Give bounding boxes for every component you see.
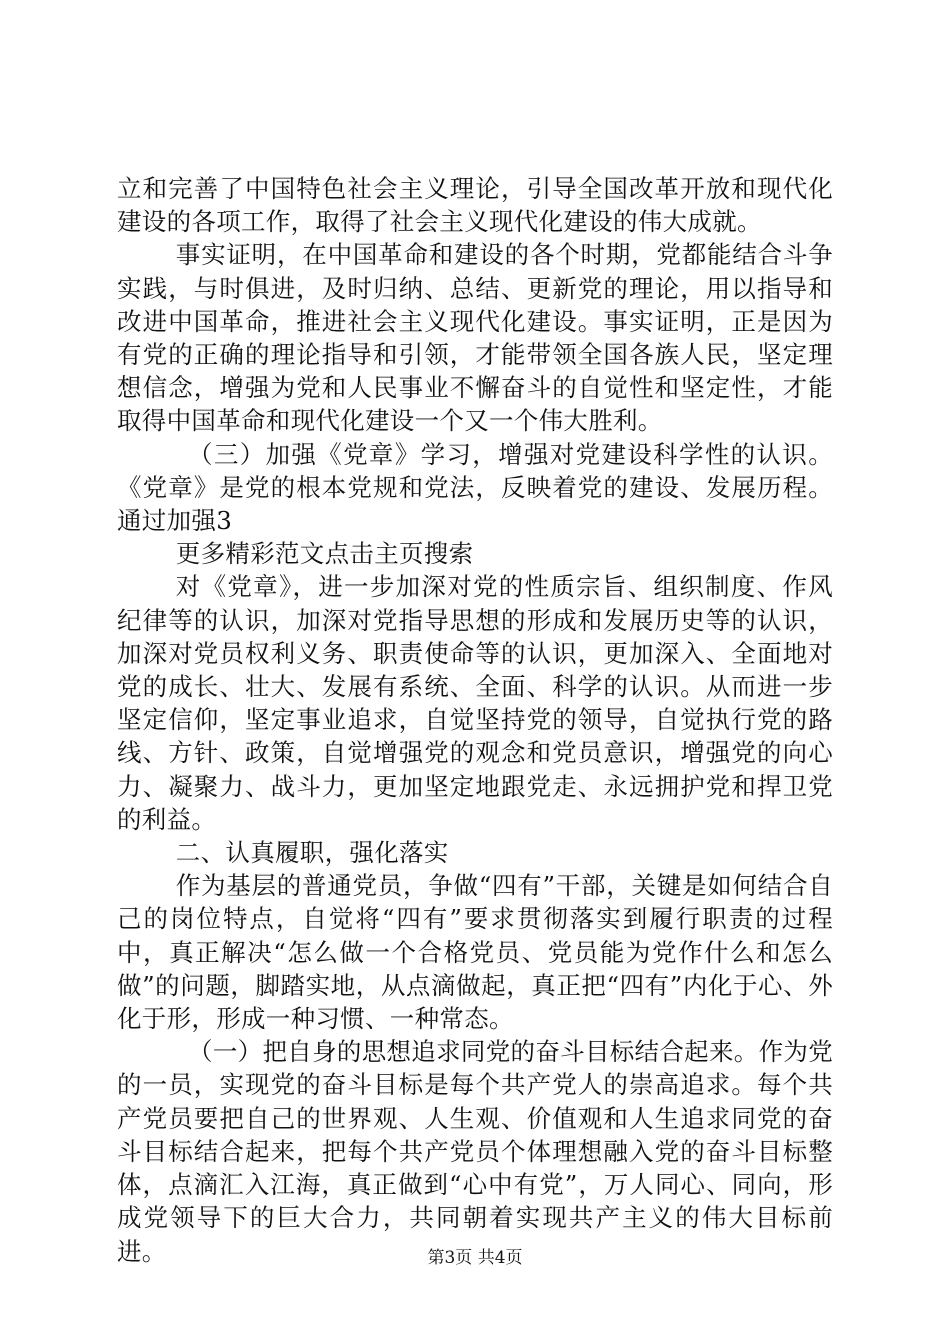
promo-line: 更多精彩范文点击主页搜索	[175, 539, 474, 569]
paragraph-7: 作为基层的普通党员，争做“四有”干部，关键是如何结合自己的岗位特点，自觉将“四有”要求贯彻落实到履行职责的过程中，真正解决“怎么做一个合格党员、党员能为党作什么和怎么做”的问题，脚踏实地，从点滴做起，真正把“四有”内化于心、外化于形，形成一种习惯、一种常态。	[117, 871, 833, 1034]
document-body	[117, 172, 833, 1268]
paragraph-2: 事实证明，在中国革命和建设的各个时期，党都能结合斗争实践，与时俱进，及时归纳、总结、更新党的理论，用以指导和改进中国革命，推进社会主义现代化建设。事实证明，正是因为有党的正确的理论指导和引领，才能带领全国各族人民，坚定理想信念，增强为党和人民事业不懈奋斗的自觉性和坚定性，才能取得中国革命和现代化建设一个又一个伟大胜利。	[117, 240, 833, 436]
section-heading: 二、认真履职，强化落实	[175, 838, 449, 868]
paragraph-1: 立和完善了中国特色社会主义理论，引导全国改革开放和现代化建设的各项工作，取得了社会主义现代化建设的伟大成就。	[117, 174, 833, 237]
paragraph-3: （三）加强《党章》学习，增强对党建设科学性的认识。《党章》是党的根本党规和党法，反映着党的建设、发展历程。通过加强3	[117, 439, 833, 536]
paragraph-8: （一）把自身的思想追求同党的奋斗目标结合起来。作为党的一员，实现党的奋斗目标是每个共产党人的崇高追求。每个共产党员要把自己的世界观、人生观、价值观和人生追求同党的奋斗目标结合起来，把每个共产党员个体理想融入党的奋斗目标整体，点滴汇入江海，真正做到“心中有党”，万人同心、同向，形成党领导下的巨大合力，共同朝着实现共产主义的伟大目标前进。	[117, 1037, 833, 1266]
paragraph-5: 对《党章》，进一步加深对党的性质宗旨、组织制度、作风纪律等的认识，加深对党指导思想的形成和发展历史等的认识，加深对党员权利义务、职责使命等的认识，更加深入、全面地对党的成长、壮大、发展有系统、全面、科学的认识。从而进一步坚定信仰，坚定事业追求，自觉坚持党的领导，自觉执行党的路线、方针、政策，自觉增强党的观念和党员意识，增强党的向心力、凝聚力、战斗力，更加坚定地跟党走、永远拥护党和捍卫党的利益。	[117, 572, 833, 834]
page-number: 第3页 共4页	[427, 1248, 523, 1268]
